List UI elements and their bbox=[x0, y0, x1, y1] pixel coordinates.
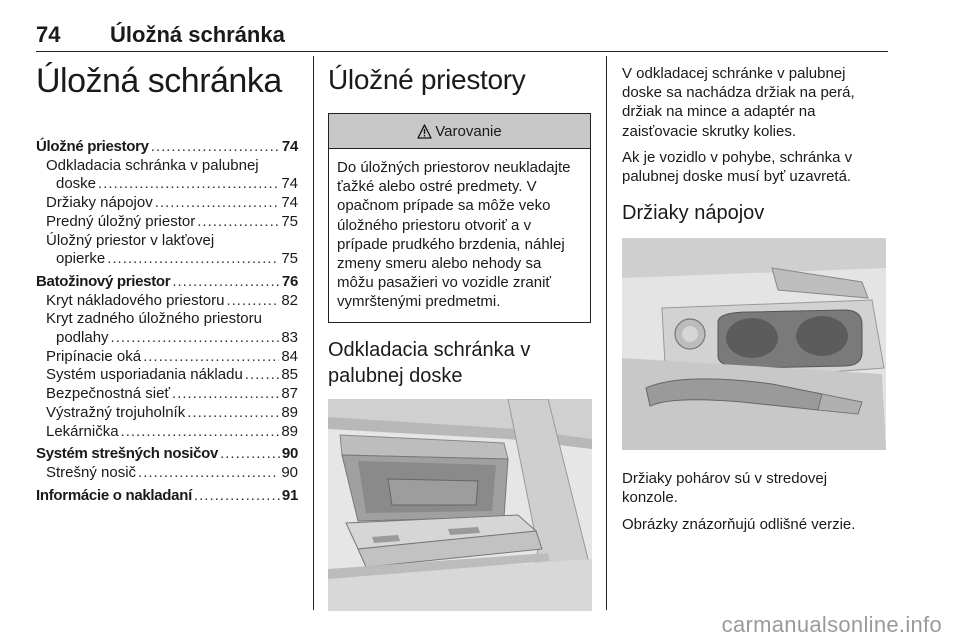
glovebox-illustration bbox=[328, 399, 592, 611]
toc-entry[interactable]: Informácie o nakladaní ..... 91 bbox=[36, 487, 298, 506]
toc-entry[interactable]: Predný úložný priestor ..... 75 bbox=[36, 213, 298, 232]
cupholder-illustration bbox=[622, 238, 886, 450]
warning-title: Varovanie bbox=[435, 122, 502, 140]
toc-entry[interactable]: opierke ..... 75 bbox=[36, 250, 298, 269]
page-number: 74 bbox=[36, 22, 61, 47]
right-column bbox=[622, 64, 886, 541]
warning-header bbox=[329, 114, 590, 149]
toc-entry[interactable]: Kryt zadného úložného priestoru bbox=[46, 310, 262, 328]
toc-entry[interactable]: Batožinový priestor ..... 76 bbox=[36, 273, 298, 292]
toc-entry[interactable]: Systém strešných nosičov ..... 90 bbox=[36, 445, 298, 464]
warning-triangle-icon bbox=[417, 124, 432, 139]
toc-group bbox=[36, 138, 298, 269]
toc-entry[interactable]: Kryt nákladového priestoru ..... 82 bbox=[36, 292, 298, 311]
paragraph: Obrázky znázorňujú odlišné verzie. bbox=[622, 515, 856, 533]
toc-entry[interactable]: Pripínacie oká ..... 84 bbox=[36, 348, 298, 367]
column-divider bbox=[606, 56, 607, 610]
paragraph: Ak je vozidlo v pohybe, schránka v palubnej doske musí byť uzavretá. bbox=[622, 148, 853, 186]
toc-entry[interactable]: Bezpečnostná sieť ..... 87 bbox=[36, 385, 298, 404]
page-header bbox=[36, 18, 888, 52]
table-of-contents bbox=[36, 138, 298, 505]
warning-text: Do úložných priestorov neukladajte ťažké alebo ostré predmety. V opačnom prípade sa môže veko úložného priestoru otvoriť a v prípade prudkého brzdenia, náhlej zmeny smeru alebo nehody sa môžu pasažieri vo vozidle zraniť vymrštenými predmetmi. bbox=[337, 159, 571, 311]
column-divider bbox=[313, 56, 314, 610]
section-heading: Odkladacia schránka v palubnej doske bbox=[328, 338, 531, 387]
paragraph: V odkladacej schránke v palubnej doske sa nachádza držiak na perá, držiak na mince a adaptér na zaisťovacie skrutky kolies. bbox=[622, 65, 855, 140]
middle-column bbox=[328, 58, 592, 616]
header-rule bbox=[36, 51, 888, 52]
toc-column bbox=[36, 58, 298, 509]
toc-group bbox=[36, 273, 298, 441]
toc-entry[interactable]: Úložný priestor v lakťovej bbox=[46, 231, 215, 249]
toc-entry[interactable]: doske ..... 74 bbox=[36, 175, 298, 194]
toc-group bbox=[36, 487, 298, 506]
paragraph: Držiaky pohárov sú v stredovej konzole. bbox=[622, 470, 828, 507]
warning-box bbox=[328, 113, 591, 323]
section-heading: Držiaky nápojov bbox=[622, 202, 765, 225]
toc-entry[interactable]: Úložné priestory ..... 74 bbox=[36, 138, 298, 157]
toc-entry[interactable]: podlahy ..... 83 bbox=[36, 329, 298, 348]
toc-entry[interactable]: Držiaky nápojov ..... 74 bbox=[36, 194, 298, 213]
watermark: carmanualsonline.info bbox=[721, 612, 942, 637]
toc-entry[interactable]: Systém usporiadania nákladu ..... 85 bbox=[36, 366, 298, 385]
running-title: Úložná schránka bbox=[110, 22, 285, 47]
section-heading: Úložné priestory bbox=[328, 64, 526, 95]
chapter-title: Úložná schránka bbox=[36, 62, 282, 100]
toc-group bbox=[36, 445, 298, 482]
toc-entry[interactable]: Odkladacia schránka v palubnej bbox=[46, 156, 259, 174]
toc-entry[interactable]: Výstražný trojuholník ..... 89 bbox=[36, 404, 298, 423]
toc-entry[interactable]: Lekárnička ..... 89 bbox=[36, 423, 298, 442]
toc-entry[interactable]: Strešný nosič ..... 90 bbox=[36, 464, 298, 483]
